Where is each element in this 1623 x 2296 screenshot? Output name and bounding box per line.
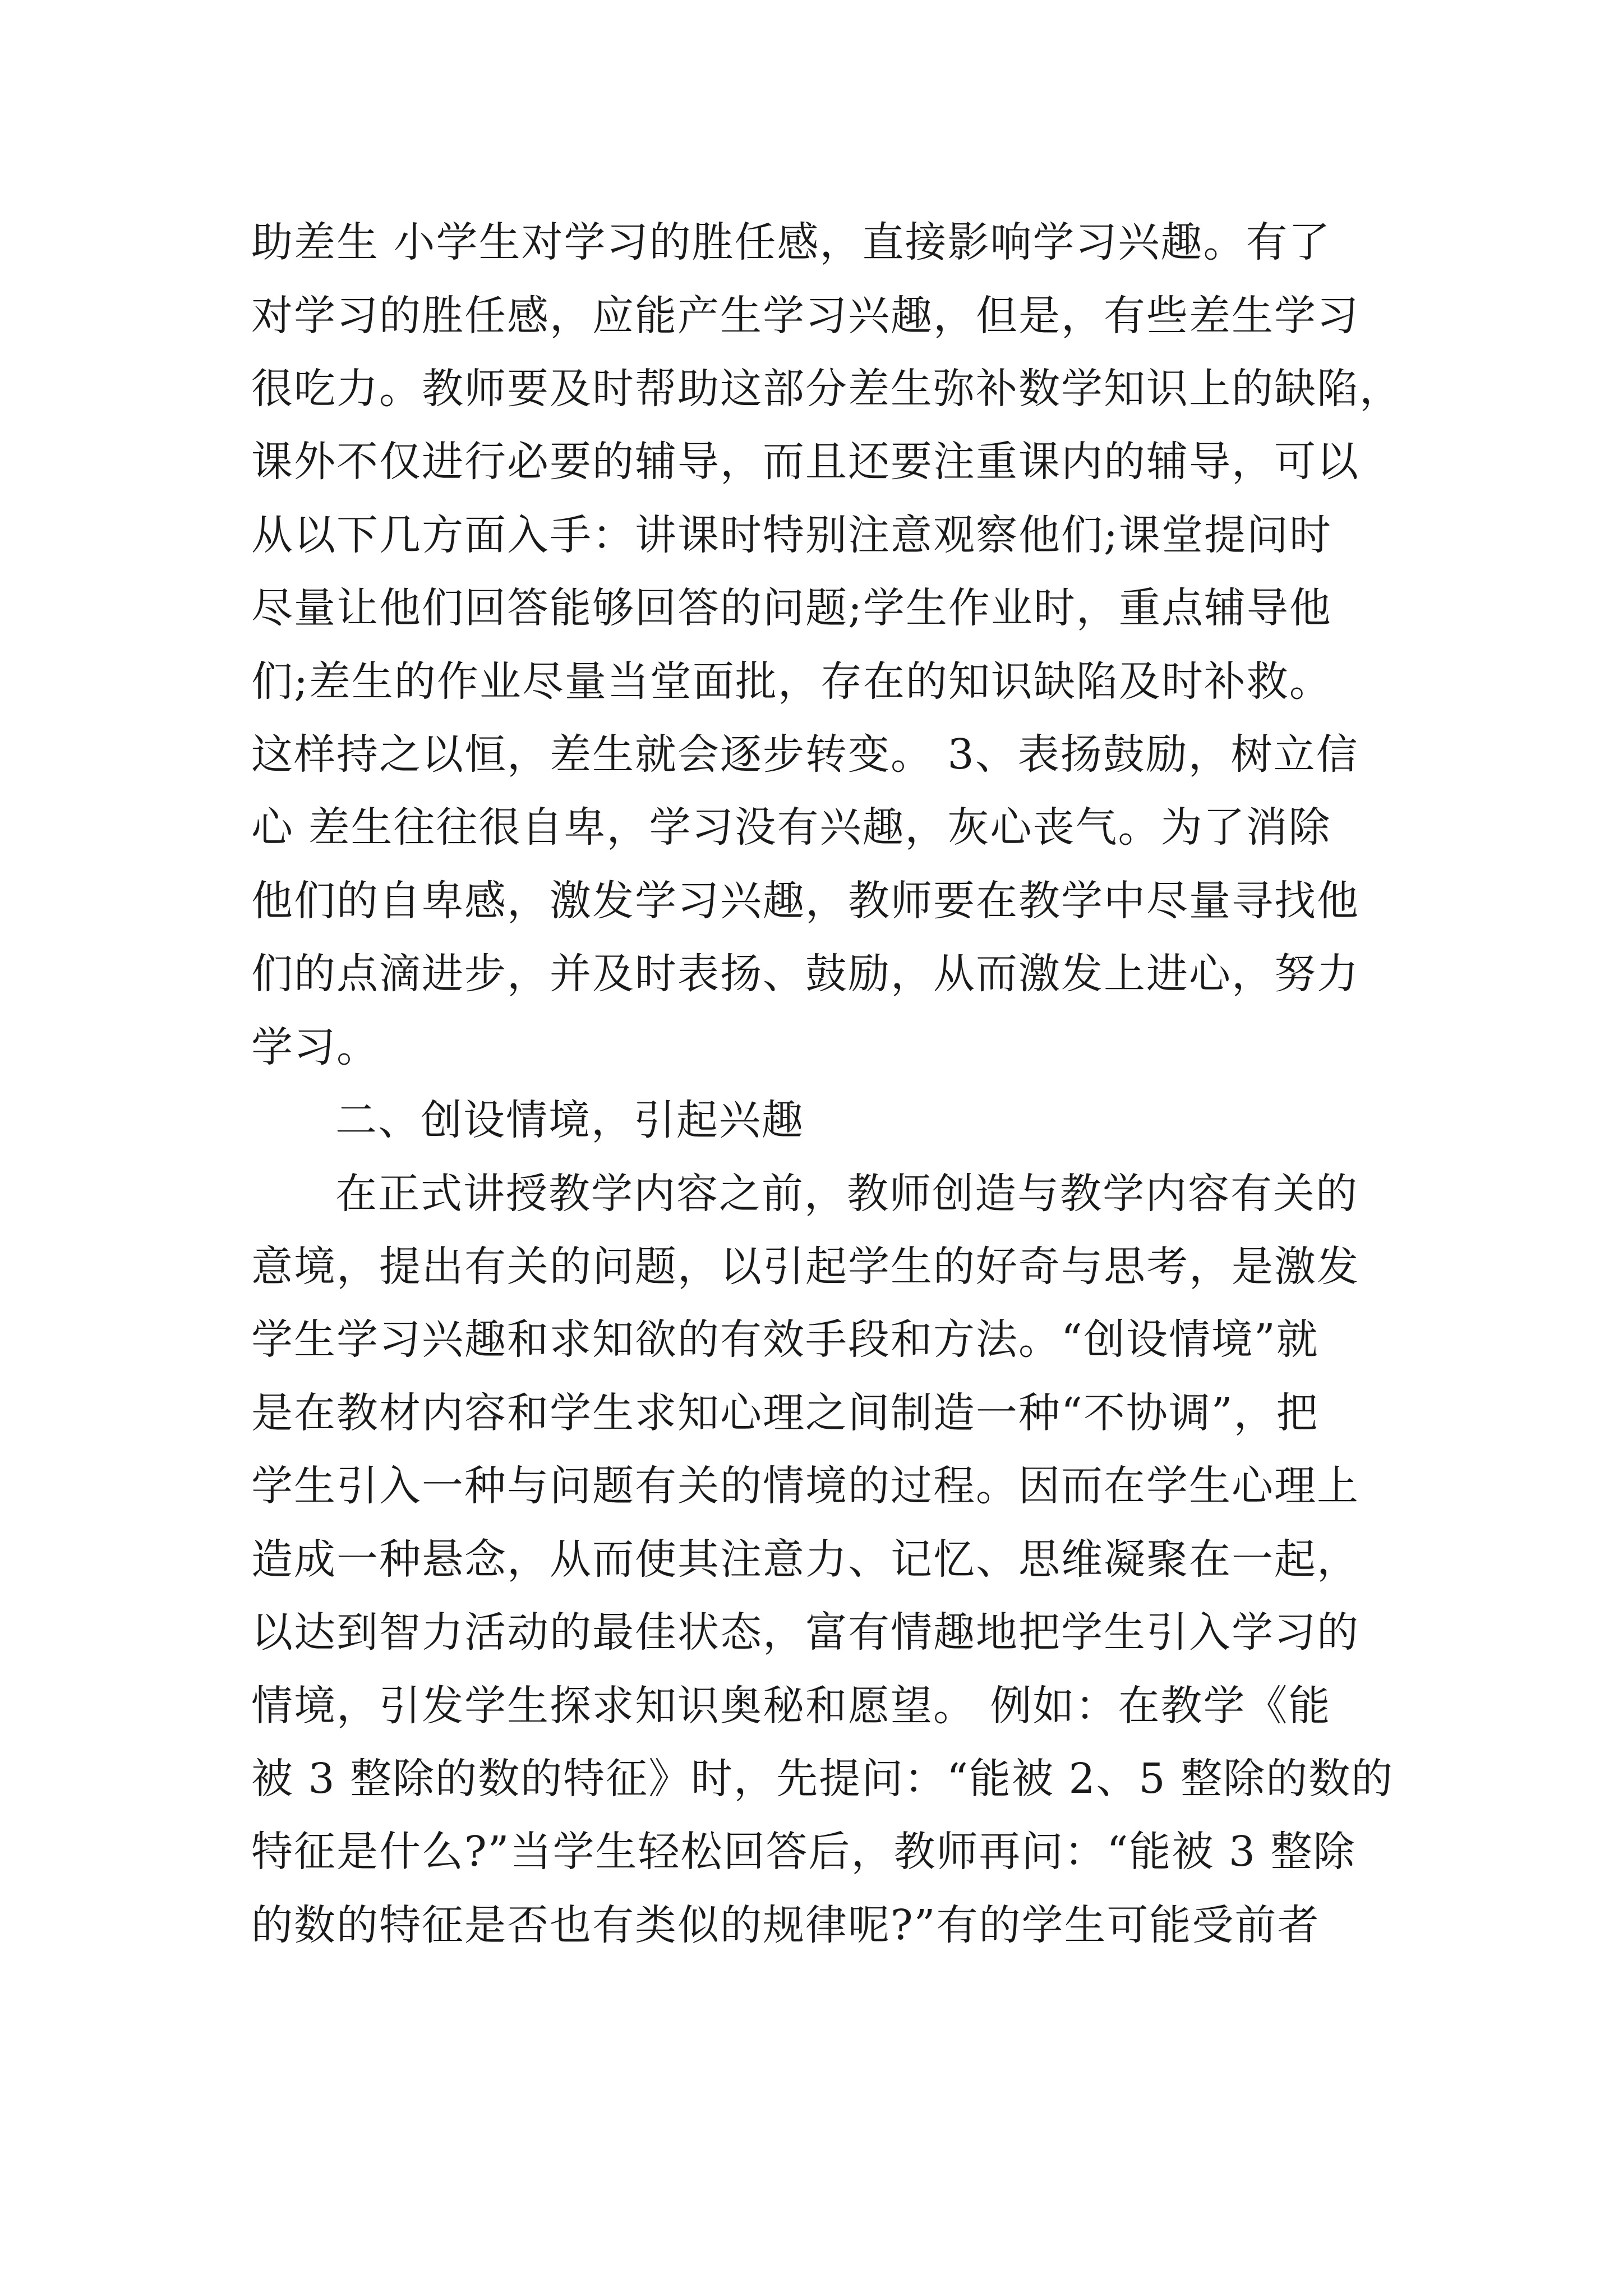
text-line: 的数的特征是否也有类似的规律呢?”有的学生可能受前者 — [251, 1901, 1320, 1949]
text-line: 尽量让他们回答能够回答的问题;学生作业时，重点辅导他 — [251, 584, 1332, 632]
text-line: 们;差生的作业尽量当堂面批，存在的知识缺陷及时补救。 — [251, 657, 1332, 706]
text-line: 心 差生往往很自卑，学习没有兴趣，灰心丧气。为了消除 — [251, 803, 1331, 852]
text-line: 情境，引发学生探求知识奥秘和愿望。 例如：在教学《能 — [251, 1682, 1331, 1730]
text-line: 们的点滴进步，并及时表扬、鼓励，从而激发上进心，努力 — [251, 950, 1359, 998]
text-line: 这样持之以恒，差生就会逐步转变。 3、表扬鼓励，树立信 — [251, 730, 1359, 779]
text-line: 学习。 — [251, 1023, 379, 1071]
text-line: 造成一种悬念，从而使其注意力、记忆、思维凝聚在一起， — [251, 1535, 1359, 1584]
text-line: 被 3 整除的数的特征》时，先提问：“能被 2、5 整除的数的 — [251, 1755, 1394, 1803]
text-line: 以达到智力活动的最佳状态，富有情趣地把学生引入学习的 — [251, 1608, 1359, 1657]
section-heading: 二、创设情境，引起兴趣 — [335, 1096, 804, 1144]
text-line: 从以下几方面入手：讲课时特别注意观察他们;课堂提问时 — [251, 511, 1332, 559]
text-line: 助差生 小学生对学习的胜任感，直接影响学习兴趣。有了 — [251, 218, 1331, 266]
text-line: 很吃力。教师要及时帮助这部分差生弥补数学知识上的缺陷， — [251, 365, 1402, 413]
text-line: 学生引入一种与问题有关的情境的过程。因而在学生心理上 — [251, 1462, 1359, 1510]
text-line: 课外不仅进行必要的辅导，而且还要注重课内的辅导，可以 — [251, 438, 1359, 486]
text-line: 意境，提出有关的问题，以引起学生的好奇与思考，是激发 — [251, 1243, 1359, 1291]
text-line: 特征是什么?”当学生轻松回答后，教师再问：“能被 3 整除 — [251, 1828, 1356, 1876]
text-line: 是在教材内容和学生求知心理之间制造一种“不协调”，把 — [251, 1389, 1319, 1437]
text-line: 对学习的胜任感，应能产生学习兴趣，但是，有些差生学习 — [251, 292, 1359, 340]
text-line: 他们的自卑感，激发学习兴趣，教师要在教学中尽量寻找他 — [251, 877, 1359, 925]
text-line: 在正式讲授教学内容之前，教师创造与教学内容有关的 — [335, 1170, 1358, 1218]
text-line: 学生学习兴趣和求知欲的有效手段和方法。“创设情境”就 — [251, 1315, 1319, 1364]
